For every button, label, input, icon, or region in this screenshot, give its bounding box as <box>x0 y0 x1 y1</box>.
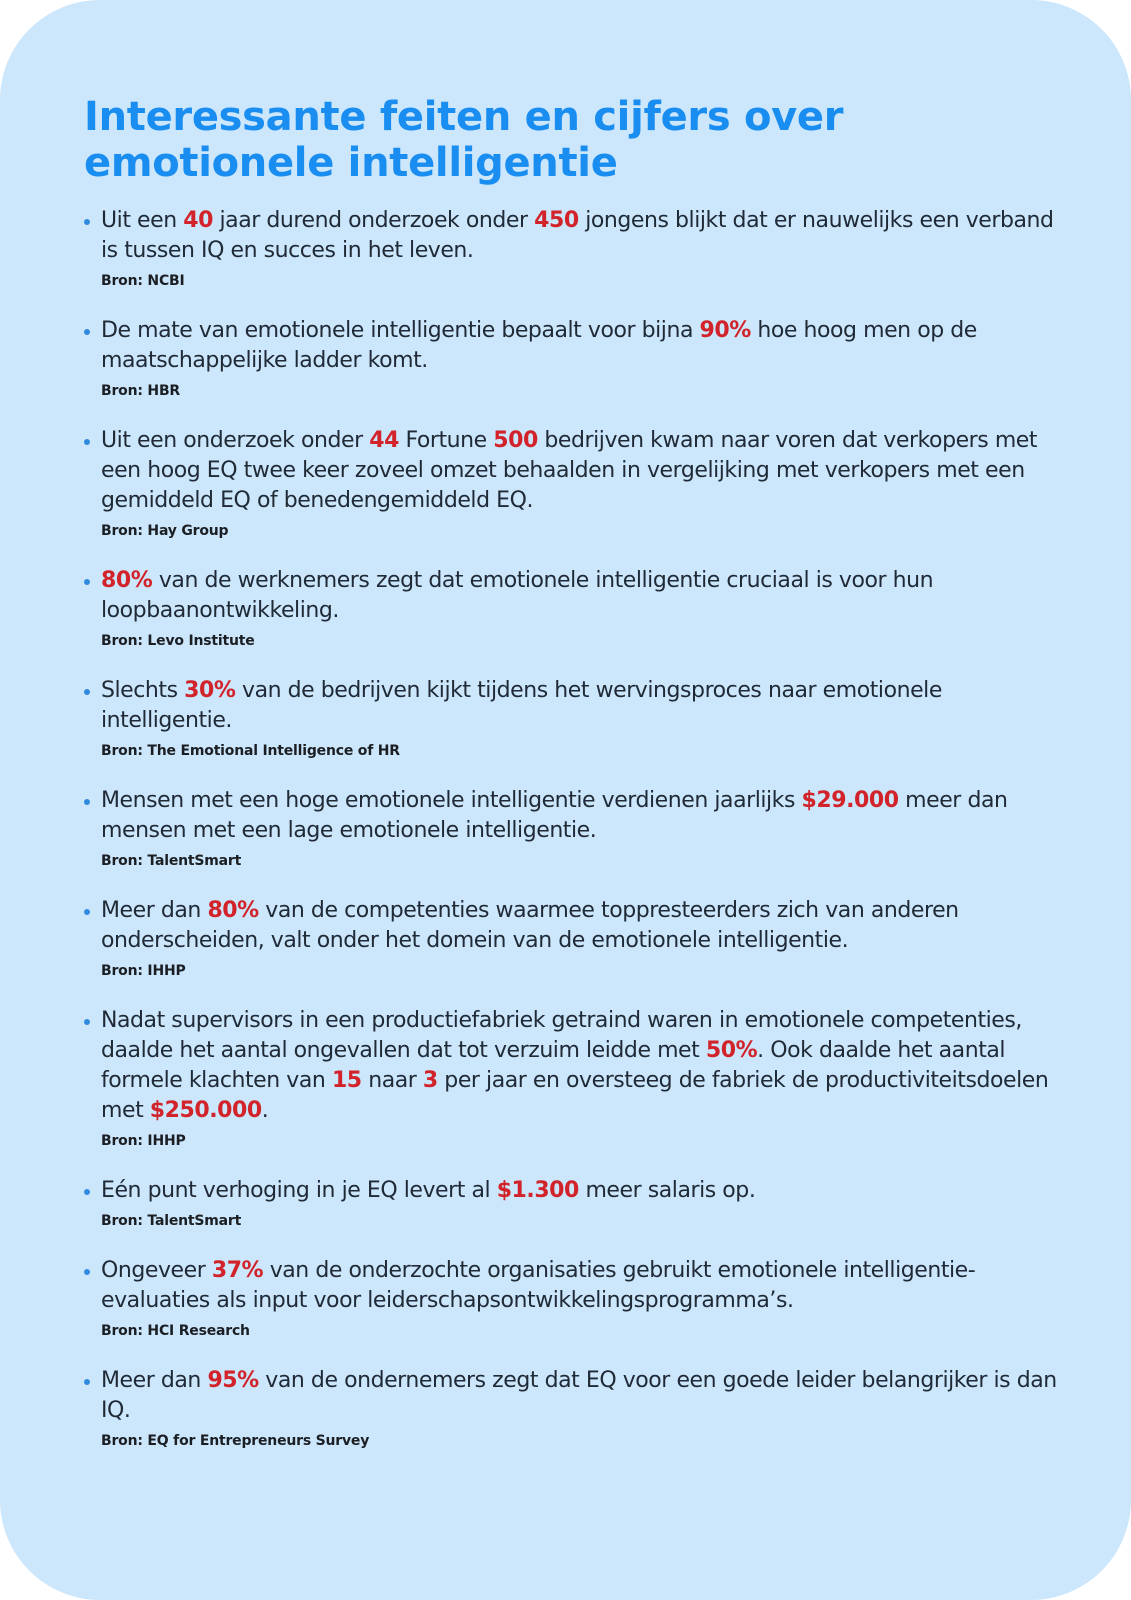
bullet-dot-icon <box>84 799 90 805</box>
fact-text-part: van de werknemers zegt dat emotionele intelligentie cruciaal is voor hun loopbaanontwikkeling. <box>101 568 934 623</box>
fact-text-part: meer dan mensen met een lage emotionele intelligentie. <box>101 788 1008 843</box>
fact-text-part: jaar durend onderzoek onder <box>212 208 535 233</box>
fact-text <box>101 1256 1071 1316</box>
fact-item <box>84 676 1071 760</box>
fact-item <box>84 896 1071 980</box>
source-label: Bron: The Emotional Intelligence of HR <box>101 743 400 759</box>
fact-text-part: Nadat supervisors in een productiefabriek getraind waren in emotionele competenties, daalde het aantal ongevallen dat tot verzuim leidde met <box>101 1008 1022 1063</box>
highlight-figure: 80% <box>207 898 259 923</box>
source-label: Bron: HCI Research <box>101 1323 250 1339</box>
bullet-dot-icon <box>84 1379 90 1385</box>
fact-text-part: Ongeveer <box>101 1258 212 1283</box>
highlight-figure: 500 <box>493 428 538 453</box>
highlight-figure: 40 <box>183 208 213 233</box>
source-label: Bron: TalentSmart <box>101 853 242 869</box>
bullet-dot-icon <box>84 1189 90 1195</box>
fact-text-part: Fortune <box>398 428 494 453</box>
highlight-figure: 3 <box>422 1068 438 1093</box>
fact-text-part: meer salaris op. <box>578 1178 756 1203</box>
fact-text <box>101 786 1071 846</box>
highlight-figure: 44 <box>369 428 399 453</box>
page-title: Interessante feiten en cijfers over emotionele intelligentie <box>84 94 844 186</box>
fact-text-part: Uit een <box>101 208 184 233</box>
fact-text-part: van de onderzochte organisaties gebruikt emotionele intelligentie-evaluaties als input voor leiderschapsontwikkelingsprogramma’s. <box>101 1258 976 1313</box>
source-label: Bron: NCBI <box>101 273 185 289</box>
bullet-dot-icon <box>84 439 90 445</box>
source-label: Bron: IHHP <box>101 1133 186 1149</box>
fact-text <box>101 316 1071 376</box>
highlight-figure: $250.000 <box>149 1098 262 1123</box>
fact-item <box>84 1366 1071 1450</box>
fact-item <box>84 1256 1071 1340</box>
highlight-figure: 95% <box>207 1368 259 1393</box>
fact-text-part: Slechts <box>101 678 185 703</box>
fact-item <box>84 566 1071 650</box>
fact-text-part: Meer dan <box>101 898 208 923</box>
fact-text <box>101 676 1071 736</box>
fact-text <box>101 1176 1071 1206</box>
fact-text-part: van de bedrijven kijkt tijdens het wervingsproces naar emotionele intelligentie. <box>101 678 942 733</box>
fact-text-part: De mate van emotionele intelligentie bepaalt voor bijna <box>101 318 700 343</box>
fact-text-part: Uit een onderzoek onder <box>101 428 370 453</box>
fact-text <box>101 206 1071 266</box>
fact-item <box>84 1006 1071 1150</box>
bullet-dot-icon <box>84 689 90 695</box>
highlight-figure: 50% <box>705 1038 758 1063</box>
bullet-dot-icon <box>84 1269 90 1275</box>
bullet-dot-icon <box>84 219 90 225</box>
fact-text-part: . <box>261 1098 269 1123</box>
fact-item <box>84 426 1071 540</box>
fact-item <box>84 206 1071 290</box>
source-label: Bron: IHHP <box>101 963 186 979</box>
fact-text <box>101 566 1071 626</box>
fact-text <box>101 896 1071 956</box>
highlight-figure: 80% <box>101 568 153 593</box>
bullet-dot-icon <box>84 329 90 335</box>
source-label: Bron: EQ for Entrepreneurs Survey <box>101 1433 370 1449</box>
source-label: Bron: Hay Group <box>101 523 229 539</box>
fact-text <box>101 426 1071 516</box>
highlight-figure: 15 <box>331 1068 362 1093</box>
highlight-figure: 30% <box>184 678 236 703</box>
fact-text-part: . Ook daalde het aantal formele klachten van <box>101 1038 1006 1093</box>
source-label: Bron: Levo Institute <box>101 633 255 649</box>
facts-list <box>84 206 1071 1450</box>
fact-text-part: Mensen met een hoge emotionele intelligentie verdienen jaarlijks <box>101 788 802 813</box>
source-label: Bron: HBR <box>101 383 181 399</box>
highlight-figure: 450 <box>534 208 579 233</box>
fact-text-part: per jaar en oversteeg de fabriek de productiviteitsdoelen met <box>101 1068 1049 1123</box>
fact-text-part: hoe hoog men op de maatschappelijke ladder komt. <box>101 318 977 373</box>
fact-text-part: van de competenties waarmee toppresteerders zich van anderen onderscheiden, valt onder het domein van de emotionele intelligentie. <box>101 898 959 953</box>
fact-text <box>101 1366 1071 1426</box>
highlight-figure: $29.000 <box>801 788 899 813</box>
fact-text-part: naar <box>361 1068 423 1093</box>
highlight-figure: 37% <box>211 1258 264 1283</box>
fact-text <box>101 1006 1071 1126</box>
bullet-dot-icon <box>84 579 90 585</box>
bullet-dot-icon <box>84 909 90 915</box>
fact-text-part: jongens blijkt dat er nauwelijks een verband is tussen IQ en succes in het leven. <box>101 208 1054 263</box>
bullet-dot-icon <box>84 1019 90 1025</box>
highlight-figure: 90% <box>699 318 751 343</box>
fact-text-part: Eén punt verhoging in je EQ levert al <box>101 1178 497 1203</box>
fact-item <box>84 316 1071 400</box>
source-label: Bron: TalentSmart <box>101 1213 242 1229</box>
fact-text-part: bedrijven kwam naar voren dat verkopers met een hoog EQ twee keer zoveel omzet behaalden in vergelijking met verkopers met een gemiddeld EQ of benedengemiddeld EQ. <box>101 428 1038 513</box>
fact-text-part: van de ondernemers zegt dat EQ voor een goede leider belangrijker is dan IQ. <box>101 1368 1057 1423</box>
fact-text-part: Meer dan <box>101 1368 208 1393</box>
highlight-figure: $1.300 <box>496 1178 579 1203</box>
fact-item <box>84 786 1071 870</box>
fact-item <box>84 1176 1071 1230</box>
